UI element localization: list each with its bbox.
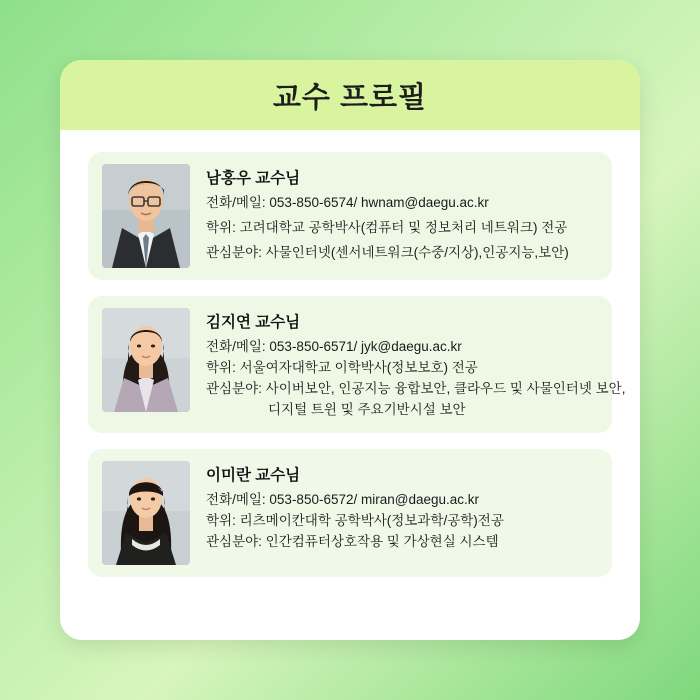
- professor-degree: 학위: 고려대학교 공학박사(컴퓨터 및 정보처리 네트워크) 전공: [206, 219, 568, 235]
- professor-list: [60, 130, 640, 640]
- professor-degree: 학위: 리츠메이칸대학 공학박사(정보과학/공학)전공: [206, 512, 504, 528]
- professor-degree: 학위: 서울여자대학교 이학박사(정보보호) 전공: [206, 359, 478, 375]
- list-item: [88, 449, 612, 577]
- professor-info: [206, 164, 598, 266]
- avatar: [102, 461, 190, 565]
- portrait-male-glasses-icon: [102, 164, 190, 268]
- professor-interest-cont: 디지털 트윈 및 주요기반시설 보안: [268, 401, 466, 417]
- professor-name: 남홍우 교수님: [206, 170, 301, 187]
- avatar: [102, 164, 190, 268]
- professor-info: [206, 308, 625, 421]
- card-header: [60, 60, 640, 130]
- portrait-female-long-hair-icon: [102, 308, 190, 412]
- list-item: [88, 296, 626, 433]
- avatar: [102, 308, 190, 412]
- professor-contact: 전화/메일: 053-850-6571/ jyk@daegu.ac.kr: [206, 339, 462, 354]
- professor-interest: 관심분야: 사이버보안, 인공지능 융합보안, 클라우드 및 사물인터넷 보안,: [206, 380, 626, 396]
- professor-contact: 전화/메일: 053-850-6572/ miran@daegu.ac.kr: [206, 491, 479, 507]
- list-item: [88, 152, 612, 280]
- professor-info: [206, 461, 598, 553]
- profile-card: [60, 60, 640, 640]
- professor-name: 김지연 교수님: [206, 314, 301, 331]
- page-title: 교수 프로필: [272, 81, 428, 114]
- professor-name: 이미란 교수님: [206, 466, 301, 484]
- professor-interest: 관심분야: 사물인터넷(센서네트워크(수중/지상),인공지능,보안): [206, 244, 569, 260]
- professor-interest: 관심분야: 인간컴퓨터상호작용 및 가상현실 시스템: [206, 533, 499, 549]
- portrait-female-bangs-icon: [102, 461, 190, 565]
- professor-contact: 전화/메일: 053-850-6574/ hwnam@daegu.ac.kr: [206, 195, 489, 210]
